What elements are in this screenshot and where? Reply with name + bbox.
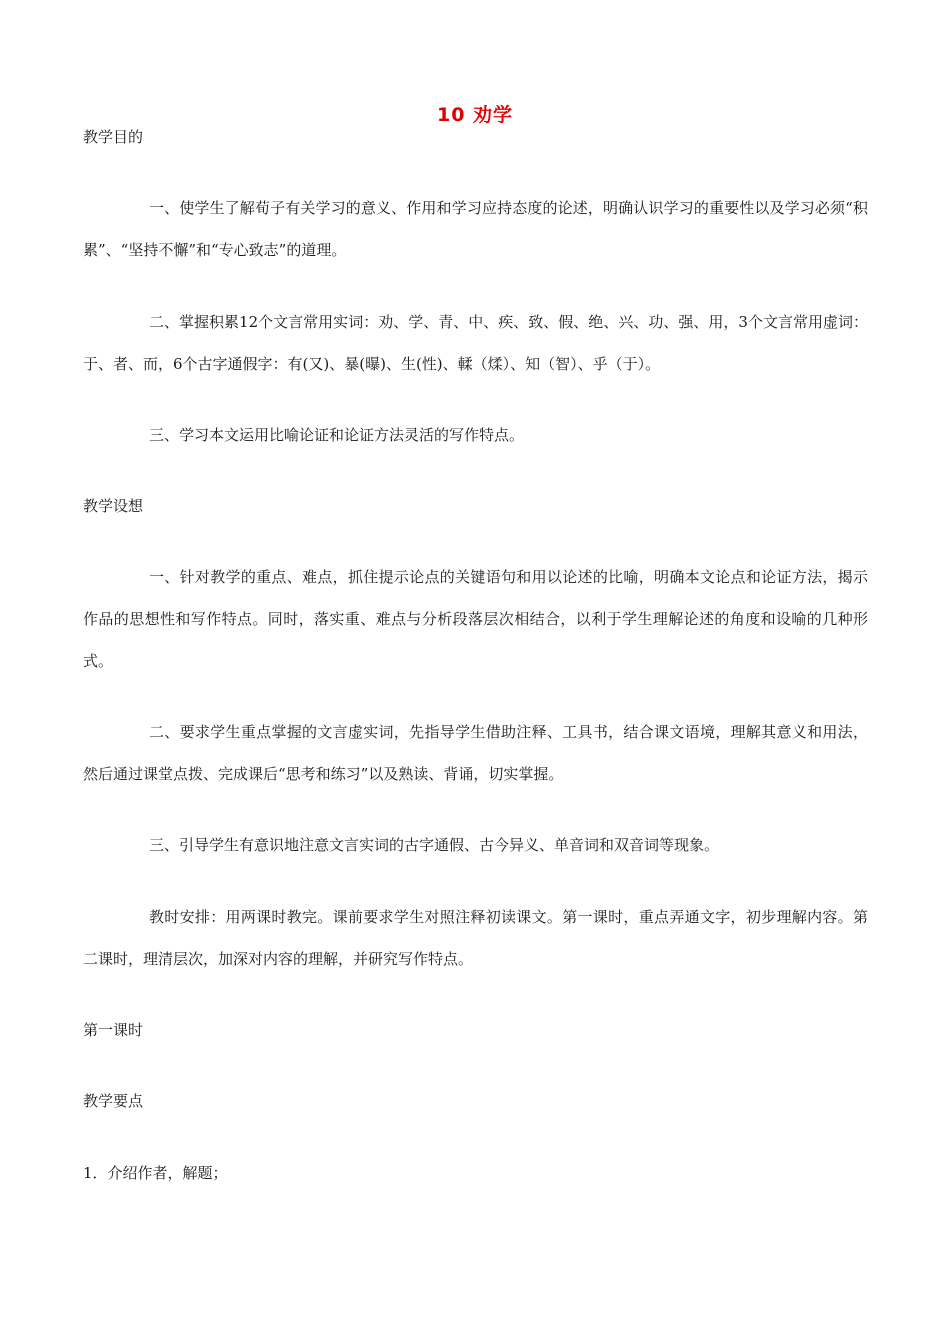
idea-paragraph-3: 三、引导学生有意识地注意文言实词的古字通假、古今异义、单音词和双音词等现象。 [149, 836, 720, 854]
goal-paragraph-2: 二、掌握积累12个文言常用实词：劝、学、青、中、疾、致、假、绝、兴、功、强、用，3个文言常用虚词：于、者、而，6个古字通假字：有(又)、暴(曝)、生(性)、輮（煣）、知（智）、乎（于）。 [83, 313, 868, 373]
goals-heading: 教学目的 [83, 128, 144, 146]
idea-paragraph-1: 一、针对教学的重点、难点，抓住提示论点的关键语句和用以论述的比喻，明确本文论点和论证方法，揭示作品的思想性和写作特点。同时，落实重、难点与分析段落层次相结合，以利于学生理解论述的角度和设喻的几种形式。 [83, 568, 868, 670]
key-points-heading: 教学要点 [83, 1092, 144, 1110]
schedule-paragraph: 教时安排：用两课时教完。课前要求学生对照注释初读课文。第一课时，重点弄通文字，初步理解内容。第二课时，理清层次，加深对内容的理解，并研究写作特点。 [83, 908, 868, 968]
document-title: 10 劝学 [436, 104, 514, 126]
goal-paragraph-3: 三、学习本文运用比喻论证和论证方法灵活的写作特点。 [149, 426, 525, 444]
key-point-1: 1．介绍作者，解题； [83, 1164, 228, 1182]
idea-paragraph-2: 二、要求学生重点掌握的文言虚实词，先指导学生借助注释、工具书，结合课文语境，理解其意义和用法，然后通过课堂点拨、完成课后“思考和练习”以及熟读、背诵，切实掌握。 [83, 723, 868, 783]
lesson-1-heading: 第一课时 [83, 1021, 144, 1039]
idea-heading: 教学设想 [83, 497, 144, 515]
goal-paragraph-1: 一、使学生了解荀子有关学习的意义、作用和学习应持态度的论述，明确认识学习的重要性以及学习必须“积累”、“坚持不懈”和“专心致志”的道理。 [83, 199, 868, 259]
